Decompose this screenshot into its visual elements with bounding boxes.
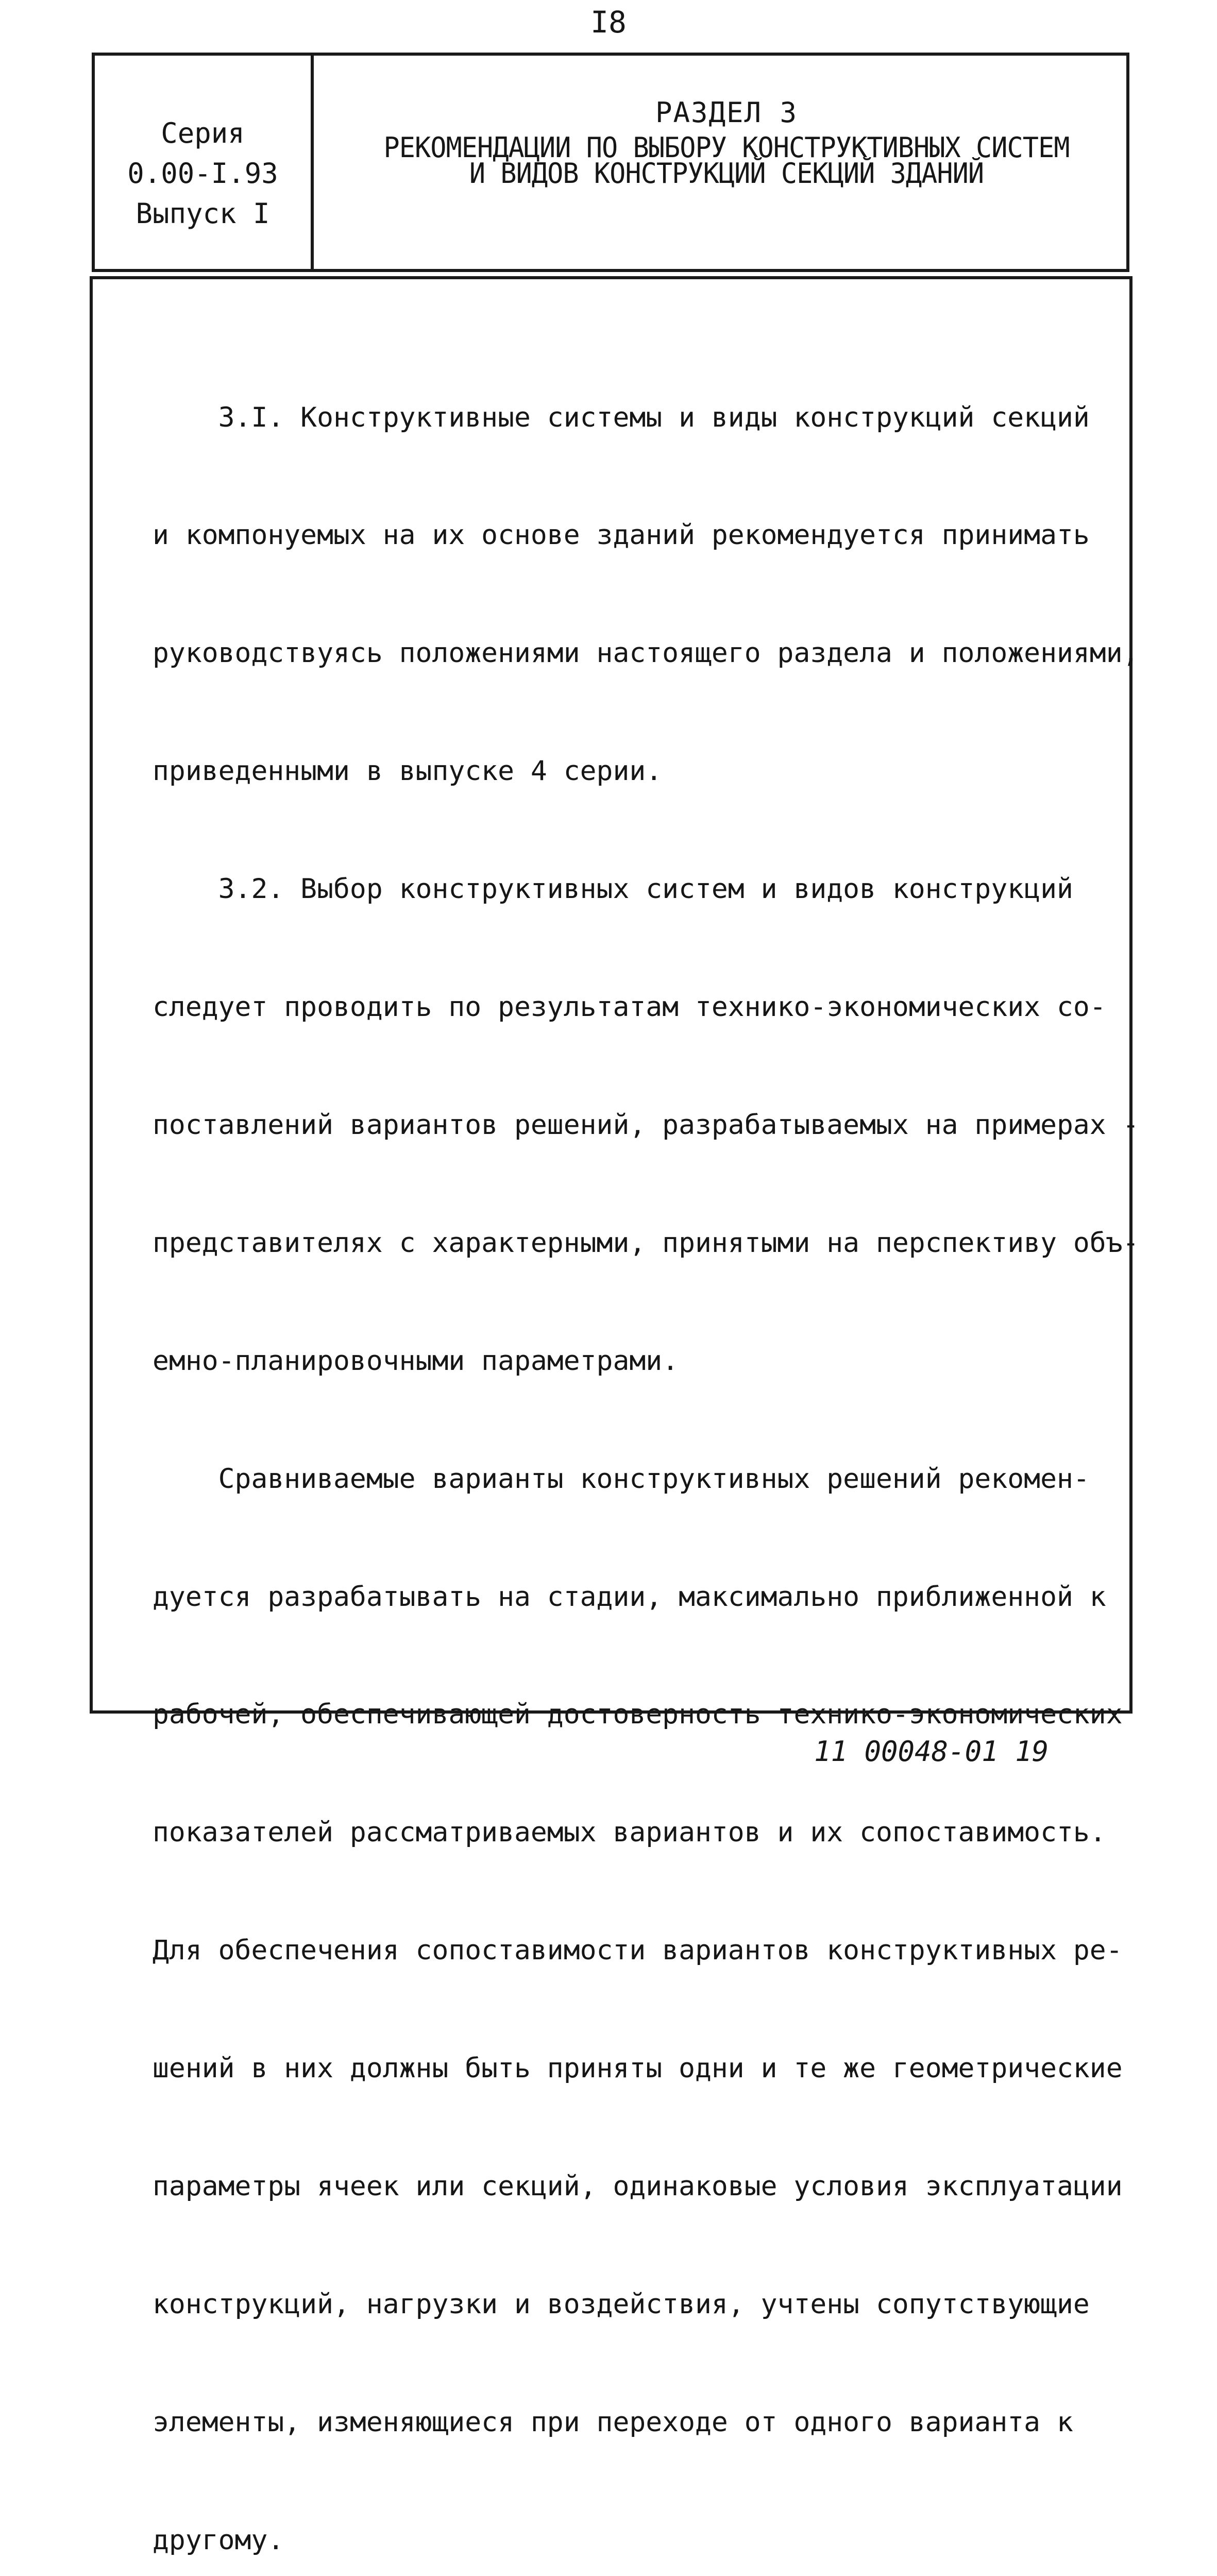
text-line: конструкций, нагрузки и воздействия, учтены сопутствующие bbox=[153, 2288, 1090, 2320]
text-line: и компонуемых на их основе зданий рекомендуется принимать bbox=[153, 519, 1090, 551]
section-title-line-1: РЕКОМЕНДАЦИИ ПО ВЫБОРУ КОНСТРУКТИВНЫХ СИСТЕМ bbox=[383, 131, 1070, 164]
text-line: 3.2. Выбор конструктивных систем и видов конструкций bbox=[153, 873, 1073, 905]
text-line: поставлений вариантов решений, разрабатываемых на примерах - bbox=[153, 1109, 1139, 1141]
text-line: 3.I. Конструктивные системы и виды конструкций секций bbox=[153, 401, 1090, 433]
text-line: Для обеспечения сопоставимости вариантов конструктивных ре- bbox=[153, 1935, 1123, 1967]
text-line: параметры ячеек или секций, одинаковые условия эксплуатации bbox=[153, 2170, 1123, 2202]
text-line: представителях с характерными, принятыми на перспективу объ- bbox=[153, 1227, 1139, 1259]
header-divider bbox=[311, 53, 314, 272]
text-line: другому. bbox=[153, 2524, 284, 2556]
text-line: элементы, изменяющиеся при переходе от одного варианта к bbox=[153, 2406, 1073, 2438]
text-line: руководствуясь положениями настоящего раздела и положениями, bbox=[153, 637, 1139, 669]
text-line: показателей рассматриваемых вариантов и их сопоставимость. bbox=[153, 1817, 1106, 1849]
section-title-line-2: И ВИДОВ КОНСТРУКЦИЙ СЕКЦИЙ ЗДАНИЙ bbox=[469, 157, 984, 190]
text-line: дуется разрабатывать на стадии, максимально приближенной к bbox=[153, 1581, 1106, 1613]
text-line: следует проводить по результатам технико-экономических со- bbox=[153, 991, 1106, 1023]
text-line: емно-планировочными параметрами. bbox=[153, 1345, 679, 1377]
section-heading: РАЗДЕЛ 3 bbox=[655, 96, 798, 129]
series-label: Серия bbox=[161, 117, 245, 149]
page-number: I8 bbox=[590, 5, 627, 40]
title-block bbox=[330, 96, 1123, 190]
footer-document-code: 11 00048-01 19 bbox=[814, 1735, 1049, 1768]
issue-label: Выпуск I bbox=[136, 197, 270, 230]
text-line: Сравниваемые варианты конструктивных решений рекомен- bbox=[153, 1463, 1090, 1495]
text-line: приведенными в выпуске 4 серии. bbox=[153, 755, 663, 787]
text-line: рабочей, обеспечивающей достоверность технико-экономических bbox=[153, 1699, 1123, 1731]
text-line: шений в них должны быть приняты одни и те же геометрические bbox=[153, 2053, 1123, 2084]
series-number: 0.00-I.93 bbox=[127, 157, 278, 190]
body-text bbox=[153, 319, 1139, 2576]
series-block bbox=[95, 113, 311, 234]
